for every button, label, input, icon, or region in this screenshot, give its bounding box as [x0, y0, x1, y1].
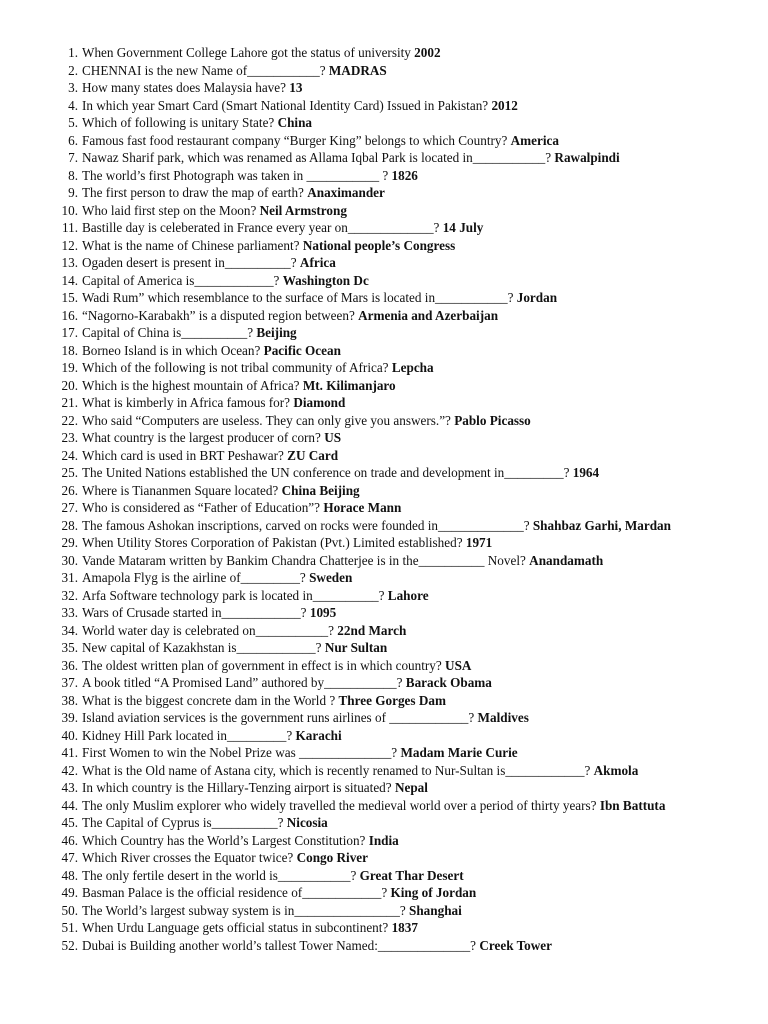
question-text: Island aviation services is the government runs airlines of ____________? — [82, 710, 478, 725]
question-text: What is the biggest concrete dam in the World ? — [82, 692, 339, 708]
question-text: What is the Old name of Astana city, which is recently renamed to Nur-Sultan is____________? — [82, 762, 594, 778]
question-item — [0, 709, 768, 727]
question-answer: Nepal — [394, 780, 428, 795]
question-number: 47. — [61, 850, 78, 865]
question-answer: Mt. Kilimanjaro — [302, 377, 396, 393]
question-item — [0, 657, 768, 675]
question-text: The World’s largest subway system is in________________? — [82, 902, 410, 918]
question-answer: Pacific Ocean — [263, 342, 341, 358]
question-item — [0, 779, 768, 797]
question-number: 38. — [61, 692, 78, 708]
question-number: 29. — [61, 535, 78, 550]
question-number: 12. — [61, 237, 78, 253]
question-item — [0, 167, 768, 185]
question-number: 30. — [61, 552, 78, 568]
question-item — [0, 832, 768, 850]
question-item — [0, 307, 768, 325]
question-item — [0, 359, 768, 377]
question-number: 14. — [61, 272, 78, 288]
question-number: 52. — [61, 937, 78, 953]
question-number: 51. — [61, 920, 78, 935]
question-item — [0, 237, 768, 255]
question-text: Amapola Flyg is the airline of_________? — [82, 570, 310, 585]
question-answer: US — [324, 430, 342, 445]
question-item — [0, 62, 768, 80]
question-number: 34. — [61, 622, 78, 638]
question-number: 21. — [61, 395, 78, 410]
question-text: What is the name of Chinese parliament? — [82, 237, 303, 253]
question-text: Capital of China is__________? — [82, 325, 257, 340]
question-item — [0, 884, 768, 902]
question-text: Basman Palace is the official residence of____________? — [82, 885, 391, 900]
document-page — [0, 44, 768, 954]
question-answer: Three Gorges Dam — [338, 692, 446, 708]
question-text: Which is the highest mountain of Africa? — [82, 377, 303, 393]
question-number: 3. — [68, 80, 78, 95]
question-number: 48. — [61, 867, 78, 883]
question-answer: MADRAS — [328, 62, 387, 78]
question-item — [0, 919, 768, 937]
question-number: 8. — [68, 167, 78, 183]
question-text: Kidney Hill Park located in_________? — [82, 727, 296, 743]
question-text: “Nagorno-Karabakh” is a disputed region between? — [82, 307, 359, 323]
question-item — [0, 639, 768, 657]
question-item — [0, 902, 768, 920]
question-item — [0, 202, 768, 220]
question-number: 41. — [61, 745, 78, 760]
question-answer: Pablo Picasso — [454, 412, 531, 428]
question-text: Which card is used in BRT Peshawar? — [82, 447, 288, 463]
question-text: CHENNAI is the new Name of___________? — [82, 62, 329, 78]
question-number: 5. — [68, 115, 78, 130]
question-item — [0, 692, 768, 710]
question-text: Who said “Computers are useless. They can only give you answers.”? — [82, 412, 455, 428]
question-answer: Ibn Battuta — [599, 797, 666, 813]
question-item — [0, 517, 768, 535]
question-text: The world’s first Photograph was taken in ___________ ? — [82, 167, 392, 183]
question-item — [0, 604, 768, 622]
question-text: Which River crosses the Equator twice? — [82, 850, 297, 865]
question-item — [0, 937, 768, 955]
question-item — [0, 114, 768, 132]
question-text: Arfa Software technology park is located in__________? — [82, 587, 388, 603]
question-answer: Armenia and Azerbaijan — [358, 307, 499, 323]
question-answer: 22nd March — [337, 622, 407, 638]
question-answer: China — [277, 115, 313, 130]
question-text: Bastille day is celeberated in France every year on_____________? — [82, 220, 443, 235]
question-answer: 2012 — [491, 97, 518, 113]
question-text: The oldest written plan of government in effect is in which country? — [82, 657, 446, 673]
question-number: 46. — [61, 832, 78, 848]
question-answer: Lahore — [387, 587, 429, 603]
question-answer: Shahbaz Garhi, Mardan — [532, 517, 671, 533]
question-answer: 1095 — [309, 605, 337, 620]
question-answer: 2002 — [414, 45, 441, 60]
question-number: 36. — [61, 657, 78, 673]
question-number: 26. — [61, 482, 78, 498]
question-number: 2. — [68, 62, 78, 78]
question-answer: National people’s Congress — [302, 237, 456, 253]
question-number: 18. — [61, 342, 78, 358]
question-item — [0, 254, 768, 272]
question-number: 32. — [61, 587, 78, 603]
question-item — [0, 622, 768, 640]
question-number: 25. — [61, 465, 78, 480]
question-number: 11. — [62, 220, 78, 235]
question-text: Famous fast food restaurant company “Burger King” belongs to which Country? — [82, 132, 511, 148]
question-item — [0, 132, 768, 150]
question-text: The first person to draw the map of earth? — [82, 185, 308, 200]
question-answer: Rawalpindi — [554, 150, 620, 165]
question-text: Nawaz Sharif park, which was renamed as Allama Iqbal Park is located in___________? — [82, 150, 555, 165]
question-number: 22. — [61, 412, 78, 428]
question-number: 9. — [68, 185, 78, 200]
question-item — [0, 849, 768, 867]
question-number: 42. — [61, 762, 78, 778]
question-answer: 13 — [289, 80, 303, 95]
question-text: New capital of Kazakhstan is____________? — [82, 640, 325, 655]
question-number: 50. — [61, 902, 78, 918]
question-item — [0, 394, 768, 412]
question-item — [0, 219, 768, 237]
question-text: When Government College Lahore got the status of university — [82, 45, 415, 60]
question-text: The famous Ashokan inscriptions, carved on rocks were founded in_____________? — [82, 517, 533, 533]
question-text: The Capital of Cyprus is__________? — [82, 815, 287, 830]
question-item — [0, 149, 768, 167]
question-item — [0, 289, 768, 307]
question-answer: Akmola — [593, 762, 639, 778]
question-text: The only fertile desert in the world is___________? — [82, 867, 360, 883]
question-text: Which of following is unitary State? — [82, 115, 278, 130]
question-answer: Barack Obama — [405, 675, 492, 690]
question-text: In which country is the Hillary-Tenzing airport is situated? — [82, 780, 395, 795]
question-list — [0, 44, 768, 954]
question-text: In which year Smart Card (Smart National Identity Card) Issued in Pakistan? — [82, 97, 492, 113]
question-number: 45. — [61, 815, 78, 830]
question-item — [0, 867, 768, 885]
question-answer: America — [510, 132, 559, 148]
question-answer: 1837 — [391, 920, 418, 935]
question-text: First Women to win the Nobel Prize was ______________? — [82, 745, 401, 760]
question-text: A book titled “A Promised Land” authored by___________? — [82, 675, 406, 690]
question-answer: 14 July — [442, 220, 484, 235]
question-answer: Congo River — [296, 850, 369, 865]
question-item — [0, 674, 768, 692]
question-answer: Sweden — [309, 570, 353, 585]
question-text: Which of the following is not tribal community of Africa? — [82, 360, 392, 375]
question-item — [0, 429, 768, 447]
question-answer: ZU Card — [287, 447, 339, 463]
question-item — [0, 499, 768, 517]
question-item — [0, 534, 768, 552]
question-number: 23. — [61, 430, 78, 445]
question-number: 27. — [61, 500, 78, 515]
question-number: 15. — [61, 290, 78, 305]
question-number: 43. — [61, 780, 78, 795]
question-text: When Urdu Language gets official status in subcontinent? — [82, 920, 392, 935]
question-answer: USA — [445, 657, 472, 673]
question-text: Borneo Island is in which Ocean? — [82, 342, 264, 358]
question-text: How many states does Malaysia have? — [82, 80, 290, 95]
question-item — [0, 342, 768, 360]
question-item — [0, 797, 768, 815]
question-item — [0, 44, 768, 62]
question-text: World water day is celebrated on___________? — [82, 622, 338, 638]
question-answer: Jordan — [516, 290, 558, 305]
question-item — [0, 814, 768, 832]
question-answer: China Beijing — [281, 482, 360, 498]
question-number: 20. — [61, 377, 78, 393]
question-item — [0, 97, 768, 115]
question-answer: Washington Dc — [282, 272, 369, 288]
question-item — [0, 464, 768, 482]
question-text: Who laid first step on the Moon? — [82, 202, 260, 218]
question-item — [0, 79, 768, 97]
question-number: 39. — [61, 710, 78, 725]
question-number: 35. — [61, 640, 78, 655]
question-item — [0, 482, 768, 500]
question-number: 44. — [61, 797, 78, 813]
question-answer: Anandamath — [529, 552, 604, 568]
question-answer: Nur Sultan — [324, 640, 388, 655]
question-number: 28. — [61, 517, 78, 533]
question-number: 33. — [61, 605, 78, 620]
question-answer: Maldives — [477, 710, 529, 725]
question-item — [0, 587, 768, 605]
question-number: 4. — [68, 97, 78, 113]
question-number: 10. — [61, 202, 78, 218]
question-number: 17. — [61, 325, 78, 340]
question-text: Wars of Crusade started in____________? — [82, 605, 310, 620]
question-number: 49. — [61, 885, 78, 900]
question-answer: Africa — [299, 255, 336, 270]
question-answer: Lepcha — [391, 360, 434, 375]
question-answer: India — [368, 832, 399, 848]
question-item — [0, 184, 768, 202]
question-number: 31. — [61, 570, 78, 585]
question-text: Capital of America is____________? — [82, 272, 283, 288]
question-text: When Utility Stores Corporation of Pakistan (Pvt.) Limited established? — [82, 535, 466, 550]
question-number: 19. — [61, 360, 78, 375]
question-item — [0, 377, 768, 395]
question-answer: Shanghai — [409, 902, 462, 918]
question-text: Where is Tiananmen Square located? — [82, 482, 282, 498]
question-answer: Beijing — [256, 325, 297, 340]
question-answer: Nicosia — [286, 815, 328, 830]
question-text: The United Nations established the UN conference on trade and development in_________? — [82, 465, 573, 480]
question-answer: 1964 — [572, 465, 600, 480]
question-text: The only Muslim explorer who widely travelled the medieval world over a period of thirty years? — [82, 797, 600, 813]
question-item — [0, 569, 768, 587]
question-item — [0, 412, 768, 430]
question-text: Dubai is Building another world’s tallest Tower Named:______________? — [82, 937, 480, 953]
question-item — [0, 744, 768, 762]
question-text: Vande Mataram written by Bankim Chandra Chatterjee is in the__________ Novel? — [82, 552, 530, 568]
question-item — [0, 762, 768, 780]
question-item — [0, 447, 768, 465]
question-number: 37. — [61, 675, 78, 690]
question-answer: 1826 — [391, 167, 418, 183]
question-item — [0, 727, 768, 745]
question-text: Ogaden desert is present in__________? — [82, 255, 300, 270]
question-number: 6. — [68, 132, 78, 148]
question-answer: Creek Tower — [479, 937, 552, 953]
question-answer: Karachi — [295, 727, 342, 743]
question-answer: Neil Armstrong — [259, 202, 347, 218]
question-text: What country is the largest producer of corn? — [82, 430, 325, 445]
question-text: Which Country has the World’s Largest Constitution? — [82, 832, 369, 848]
question-answer: Great Thar Desert — [359, 867, 464, 883]
question-answer: Horace Mann — [323, 500, 402, 515]
question-answer: Anaximander — [307, 185, 385, 200]
question-text: Wadi Rum” which resemblance to the surface of Mars is located in___________? — [82, 290, 517, 305]
question-text: What is kimberly in Africa famous for? — [82, 395, 294, 410]
question-answer: Diamond — [293, 395, 346, 410]
question-answer: King of Jordan — [390, 885, 477, 900]
question-item — [0, 324, 768, 342]
question-number: 24. — [61, 447, 78, 463]
question-text: Who is considered as “Father of Education”? — [82, 500, 324, 515]
question-answer: Madam Marie Curie — [400, 745, 518, 760]
question-number: 7. — [68, 150, 78, 165]
question-item — [0, 272, 768, 290]
question-answer: 1971 — [465, 535, 493, 550]
question-number: 1. — [68, 45, 78, 60]
question-number: 40. — [61, 727, 78, 743]
question-number: 16. — [61, 307, 78, 323]
question-number: 13. — [61, 255, 78, 270]
question-item — [0, 552, 768, 570]
